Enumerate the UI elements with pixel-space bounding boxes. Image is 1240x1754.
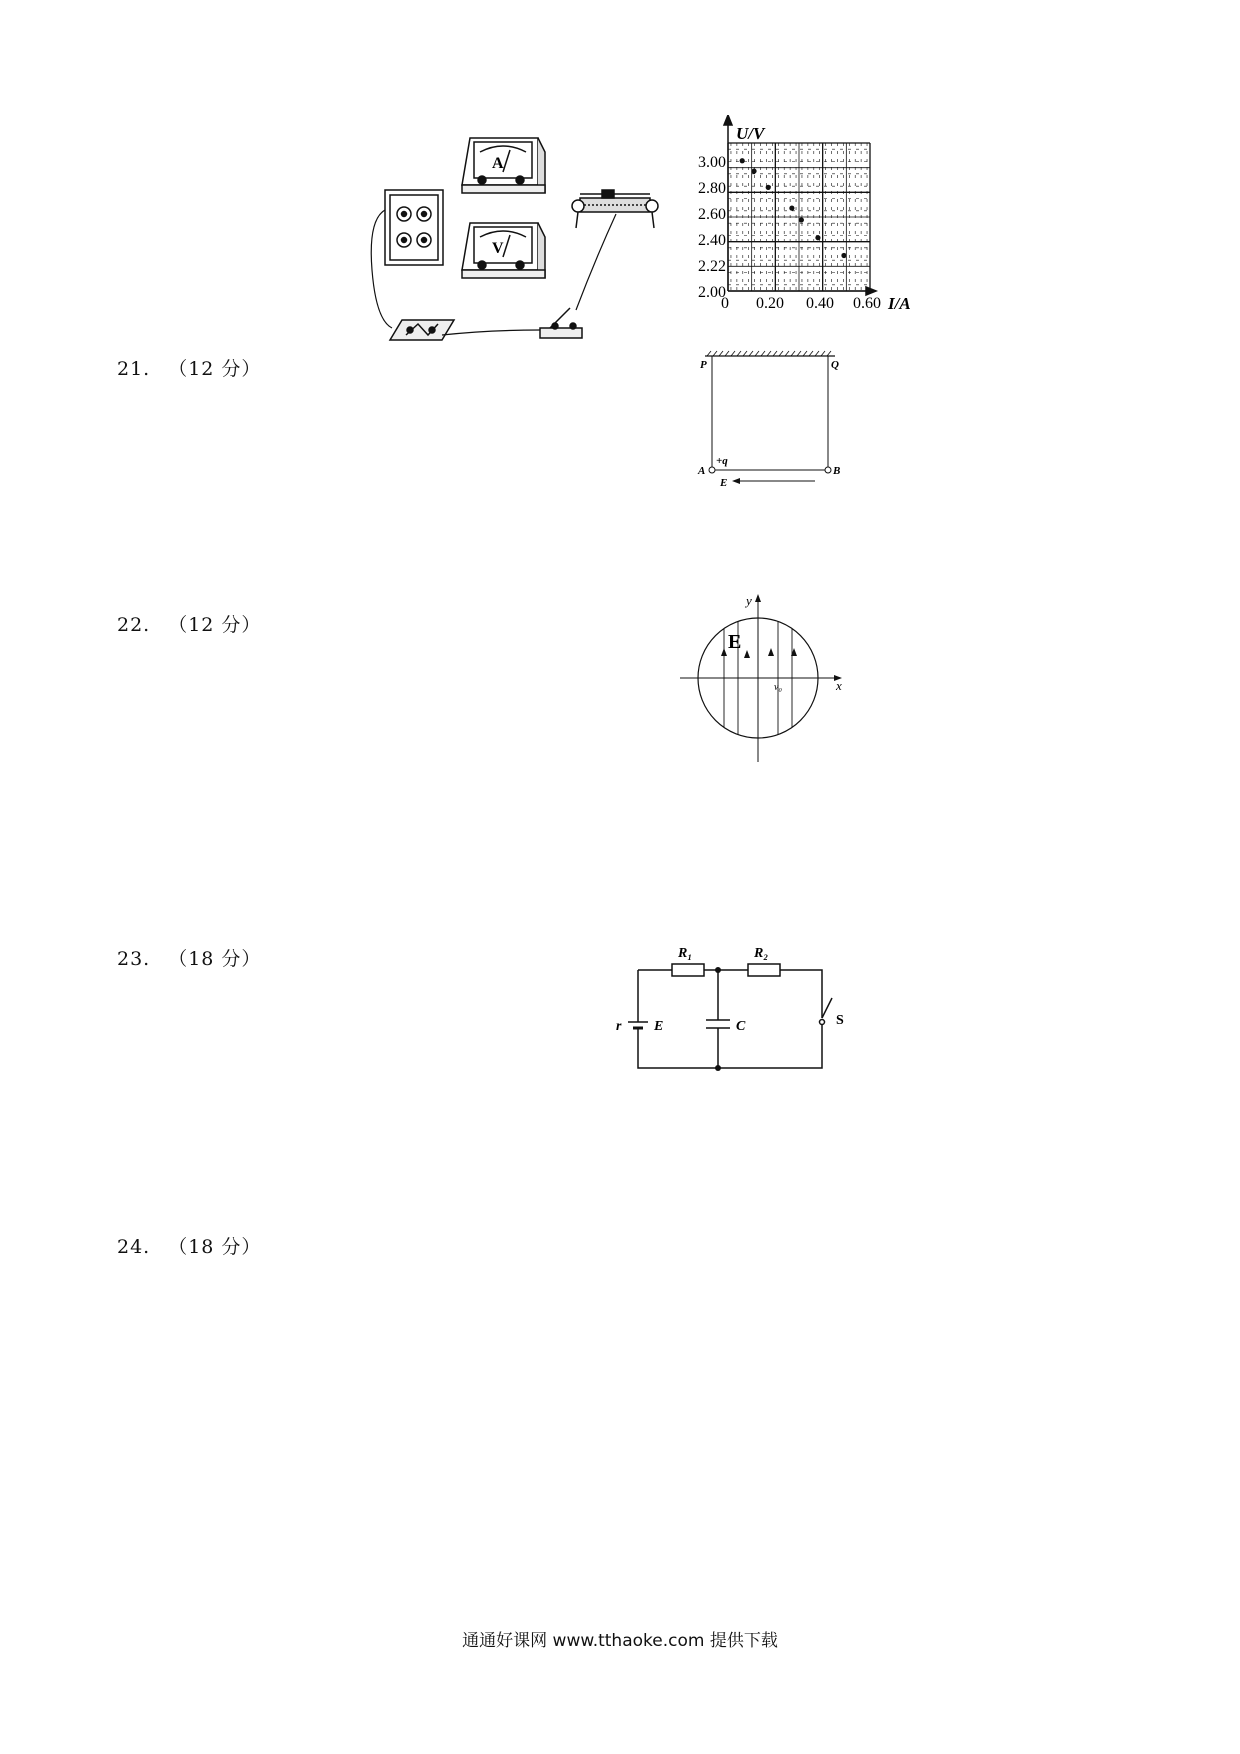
voltmeter-label: V — [492, 240, 504, 257]
x-axis-label: x — [836, 678, 842, 693]
y-tick-label: 2.80 — [698, 180, 726, 197]
question-23 — [117, 944, 261, 971]
frame-figure — [690, 350, 850, 500]
label-r2: R₂ — [754, 946, 769, 961]
question-21 — [117, 354, 261, 381]
resistor-r2 — [748, 964, 780, 976]
rheostat — [572, 190, 658, 228]
question-number: 22. — [117, 614, 151, 636]
label-c: C — [736, 1019, 746, 1034]
question-points: （18 分） — [168, 1236, 262, 1258]
question-24 — [117, 1232, 261, 1259]
x-tick-label: 0.60 — [853, 295, 881, 312]
x-tick-label: 0.40 — [806, 295, 834, 312]
ammeter-label: A — [492, 155, 504, 172]
x-axis-label: I/A — [888, 294, 911, 313]
question-points: （12 分） — [168, 358, 262, 380]
data-points — [740, 158, 847, 258]
label-b: B — [833, 465, 841, 477]
data-point — [751, 169, 756, 174]
question-number: 23. — [117, 948, 151, 970]
switch — [540, 308, 582, 338]
velocity-label: v₀ — [774, 682, 782, 693]
y-axis-label: y — [746, 593, 752, 608]
data-point — [740, 158, 745, 163]
label-s: S — [836, 1013, 844, 1028]
label-r: r — [616, 1019, 622, 1034]
data-point — [815, 235, 820, 240]
question-22 — [117, 610, 261, 637]
x-tick-label: 0.20 — [756, 295, 784, 312]
resistor-r1 — [672, 964, 704, 976]
apparatus-figure — [370, 130, 670, 355]
battery-box — [385, 190, 443, 265]
label-p: P — [700, 359, 707, 371]
label-field: E — [720, 477, 728, 489]
terminal-board — [390, 320, 454, 340]
y-tick-label: 3.00 — [698, 154, 726, 171]
y-tick-label: 2.22 — [698, 258, 726, 275]
switch-s — [822, 998, 832, 1018]
y-axis-label: U/V — [736, 124, 765, 143]
graph-grid — [728, 143, 870, 291]
question-number: 21. — [117, 358, 151, 380]
page-footer: 通通好课网 www.tthaoke.com 提供下载 — [462, 1631, 778, 1651]
question-number: 24. — [117, 1236, 151, 1258]
circuit-figure — [600, 940, 860, 1080]
label-e: E — [654, 1019, 664, 1034]
x-tick-label: 0 — [721, 295, 729, 312]
label-r1: R₁ — [678, 946, 693, 961]
label-charge: +q — [716, 455, 728, 467]
y-tick-label: 2.40 — [698, 232, 726, 249]
question-points: （12 分） — [168, 614, 262, 636]
ui-graph — [670, 115, 930, 320]
data-point — [766, 185, 771, 190]
question-points: （18 分） — [168, 948, 262, 970]
y-tick-label: 2.00 — [698, 284, 726, 301]
label-q: Q — [831, 359, 839, 371]
data-point — [841, 253, 846, 258]
data-point — [799, 217, 804, 222]
field-arrow — [732, 478, 740, 484]
y-tick-label: 2.60 — [698, 206, 726, 223]
label-a: A — [698, 465, 706, 477]
data-point — [789, 206, 794, 211]
circle-field-figure — [670, 590, 850, 770]
field-label: E — [728, 631, 742, 653]
